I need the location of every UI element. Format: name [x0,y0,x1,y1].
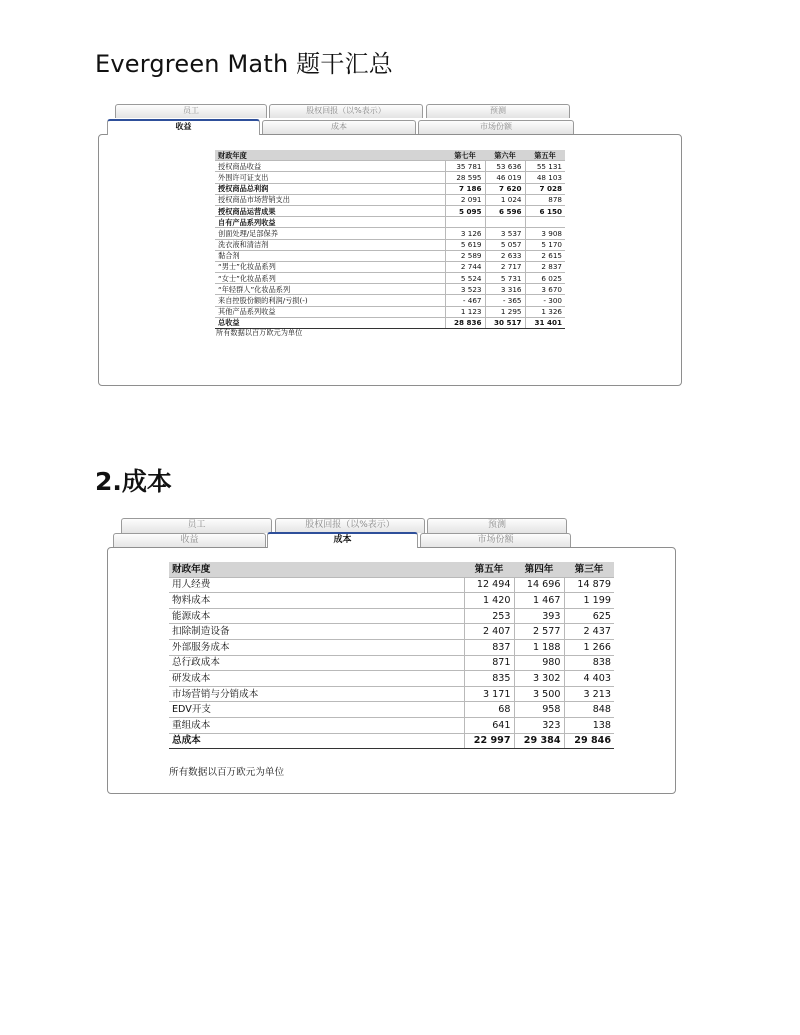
cell-value: 3 500 [514,686,564,702]
row-label: 总收益 [215,317,445,328]
cell-value: 3 316 [485,284,525,295]
page-title: Evergreen Math 题干汇总 [95,50,393,78]
tab-equity-return[interactable]: 股权回报（以%表示） [269,104,423,118]
cell-value: 5 619 [445,239,485,250]
cell-value: 1 266 [564,639,614,655]
row-label: 外围许可证支出 [215,172,445,183]
table-row [169,624,614,640]
cell-value: 848 [564,702,614,718]
cell-value: 2 589 [445,250,485,261]
cell-value: 2 091 [445,194,485,205]
cell-value: 1 295 [485,306,525,317]
row-label: 外部服务成本 [169,639,464,655]
cell-value: 29 384 [514,733,564,749]
cell-value: 14 696 [514,577,564,593]
cell-value: 3 171 [464,686,514,702]
cell-value: 1 467 [514,593,564,609]
cell-value: 3 670 [525,284,565,295]
cell-value: 838 [564,655,614,671]
tab-market-share[interactable]: 市场份额 [418,120,574,134]
cell-value: 3 213 [564,686,614,702]
cell-value: - 365 [485,295,525,306]
cell-value: 28 595 [445,172,485,183]
cell-value: 14 879 [564,577,614,593]
table-row [215,295,565,306]
cell-value: 138 [564,717,614,733]
table-row [169,593,614,609]
cell-value: 625 [564,608,614,624]
row-label: 自有产品系列收益 [215,217,445,228]
cell-value: 22 997 [464,733,514,749]
cell-value: 1 123 [445,306,485,317]
section-title: 2.成本 [95,467,172,496]
cell-value: 323 [514,717,564,733]
table-row [169,655,614,671]
revenue-figure [98,104,682,386]
cell-value: 5 731 [485,273,525,284]
table-row [215,228,565,239]
row-label: 黏合剂 [215,250,445,261]
table-row [169,608,614,624]
cell-value: 980 [514,655,564,671]
cell-value: 55 131 [525,161,565,172]
cost-table [169,562,614,749]
cell-value: 4 403 [564,671,614,687]
cell-value: - 467 [445,295,485,306]
cell-value: 2 744 [445,261,485,272]
row-label: 授权商品运营成果 [215,205,445,216]
cell-value: 29 846 [564,733,614,749]
row-label: 物料成本 [169,593,464,609]
cell-value: 53 636 [485,161,525,172]
table-row [215,306,565,317]
table-row [215,194,565,205]
cell-value: 1 326 [525,306,565,317]
column-header: 第七年 [445,150,485,161]
tab-employees[interactable]: 员工 [115,104,267,118]
cell-value: 6 596 [485,205,525,216]
row-label: 来自控股份额的利润/亏损(-) [215,295,445,306]
column-header: 第五年 [525,150,565,161]
tab-costs[interactable]: 成本 [262,120,416,134]
tab-costs[interactable]: 成本 [267,532,418,548]
cell-value: 393 [514,608,564,624]
tab-forecast[interactable]: 预测 [427,518,567,533]
tab-forecast[interactable]: 预测 [426,104,570,118]
cell-value: 2 407 [464,624,514,640]
table-row [169,733,614,749]
cell-value: 30 517 [485,317,525,328]
table-row [215,183,565,194]
cell-value: 6 150 [525,205,565,216]
table-row [215,161,565,172]
column-header: 财政年度 [215,150,445,161]
cell-value [485,217,525,228]
table-row [169,686,614,702]
row-label: 扣除制造设备 [169,624,464,640]
tab-revenue[interactable]: 收益 [107,119,260,135]
table-body [169,577,614,749]
column-header: 第六年 [485,150,525,161]
column-header: 第三年 [564,562,614,577]
table-row [169,717,614,733]
cell-value: 3 523 [445,284,485,295]
cell-value: 5 170 [525,239,565,250]
row-label: “年轻群人”化妆品系列 [215,284,445,295]
tab-employees[interactable]: 员工 [121,518,272,533]
cell-value: 68 [464,702,514,718]
row-label: 授权商品收益 [215,161,445,172]
cell-value: 5 524 [445,273,485,284]
cell-value: 2 615 [525,250,565,261]
row-label: 授权商品市场营销支出 [215,194,445,205]
cell-value: 1 188 [514,639,564,655]
cell-value: 2 437 [564,624,614,640]
table-row [169,702,614,718]
table-row [215,239,565,250]
cell-value: 1 199 [564,593,614,609]
table-row [215,284,565,295]
table-body [215,161,565,329]
cell-value: 1 420 [464,593,514,609]
table-header-row [215,150,565,161]
cell-value: 31 401 [525,317,565,328]
table-row [169,639,614,655]
row-label: “女士”化妆品系列 [215,273,445,284]
table-header-row [169,562,614,577]
row-label: 用人经费 [169,577,464,593]
cell-value: 12 494 [464,577,514,593]
cell-value: 7 028 [525,183,565,194]
column-header: 第五年 [464,562,514,577]
cell-value: 35 781 [445,161,485,172]
cell-value: 46 019 [485,172,525,183]
row-label: “男士”化妆品系列 [215,261,445,272]
cell-value: 837 [464,639,514,655]
row-label: 总成本 [169,733,464,749]
cell-value: 2 717 [485,261,525,272]
cell-value: 641 [464,717,514,733]
cell-value: 5 095 [445,205,485,216]
cell-value: 835 [464,671,514,687]
row-label: EDV开支 [169,702,464,718]
cell-value: 2 577 [514,624,564,640]
row-label: 总行政成本 [169,655,464,671]
cell-value: 1 024 [485,194,525,205]
table-row [215,317,565,328]
row-label: 创面处理/足部保养 [215,228,445,239]
revenue-table [215,150,565,329]
cell-value [525,217,565,228]
row-label: 洗衣液和清洁剂 [215,239,445,250]
cell-value: 3 537 [485,228,525,239]
cell-value: 871 [464,655,514,671]
tab-market-share[interactable]: 市场份额 [420,533,571,548]
cell-value: 958 [514,702,564,718]
tab-equity-return[interactable]: 股权回报（以%表示） [275,518,425,533]
table-row [169,671,614,687]
cell-value: 2 837 [525,261,565,272]
cell-value: 5 057 [485,239,525,250]
table-row [169,577,614,593]
cell-value: 878 [525,194,565,205]
row-label: 其他产品系列收益 [215,306,445,317]
cell-value [445,217,485,228]
row-label: 能源成本 [169,608,464,624]
cell-value: 3 908 [525,228,565,239]
table-row [215,205,565,216]
cell-value: 3 302 [514,671,564,687]
footnote: 所有数据以百万欧元为单位 [216,328,303,337]
table-row [215,273,565,284]
cell-value: 2 633 [485,250,525,261]
cell-value: 28 836 [445,317,485,328]
cell-value: 7 620 [485,183,525,194]
row-label: 研发成本 [169,671,464,687]
cell-value: 6 025 [525,273,565,284]
table-row [215,261,565,272]
cell-value: 253 [464,608,514,624]
cell-value: 7 186 [445,183,485,194]
table-row [215,172,565,183]
cell-value: 3 126 [445,228,485,239]
table-row [215,217,565,228]
row-label: 重组成本 [169,717,464,733]
cell-value: 48 103 [525,172,565,183]
row-label: 市场营销与分销成本 [169,686,464,702]
footnote: 所有数据以百万欧元为单位 [169,767,285,778]
column-header: 第四年 [514,562,564,577]
column-header: 财政年度 [169,562,464,577]
row-label: 授权商品总利润 [215,183,445,194]
tab-revenue[interactable]: 收益 [113,533,266,548]
cell-value: - 300 [525,295,565,306]
table-row [215,250,565,261]
cost-figure [107,518,676,794]
